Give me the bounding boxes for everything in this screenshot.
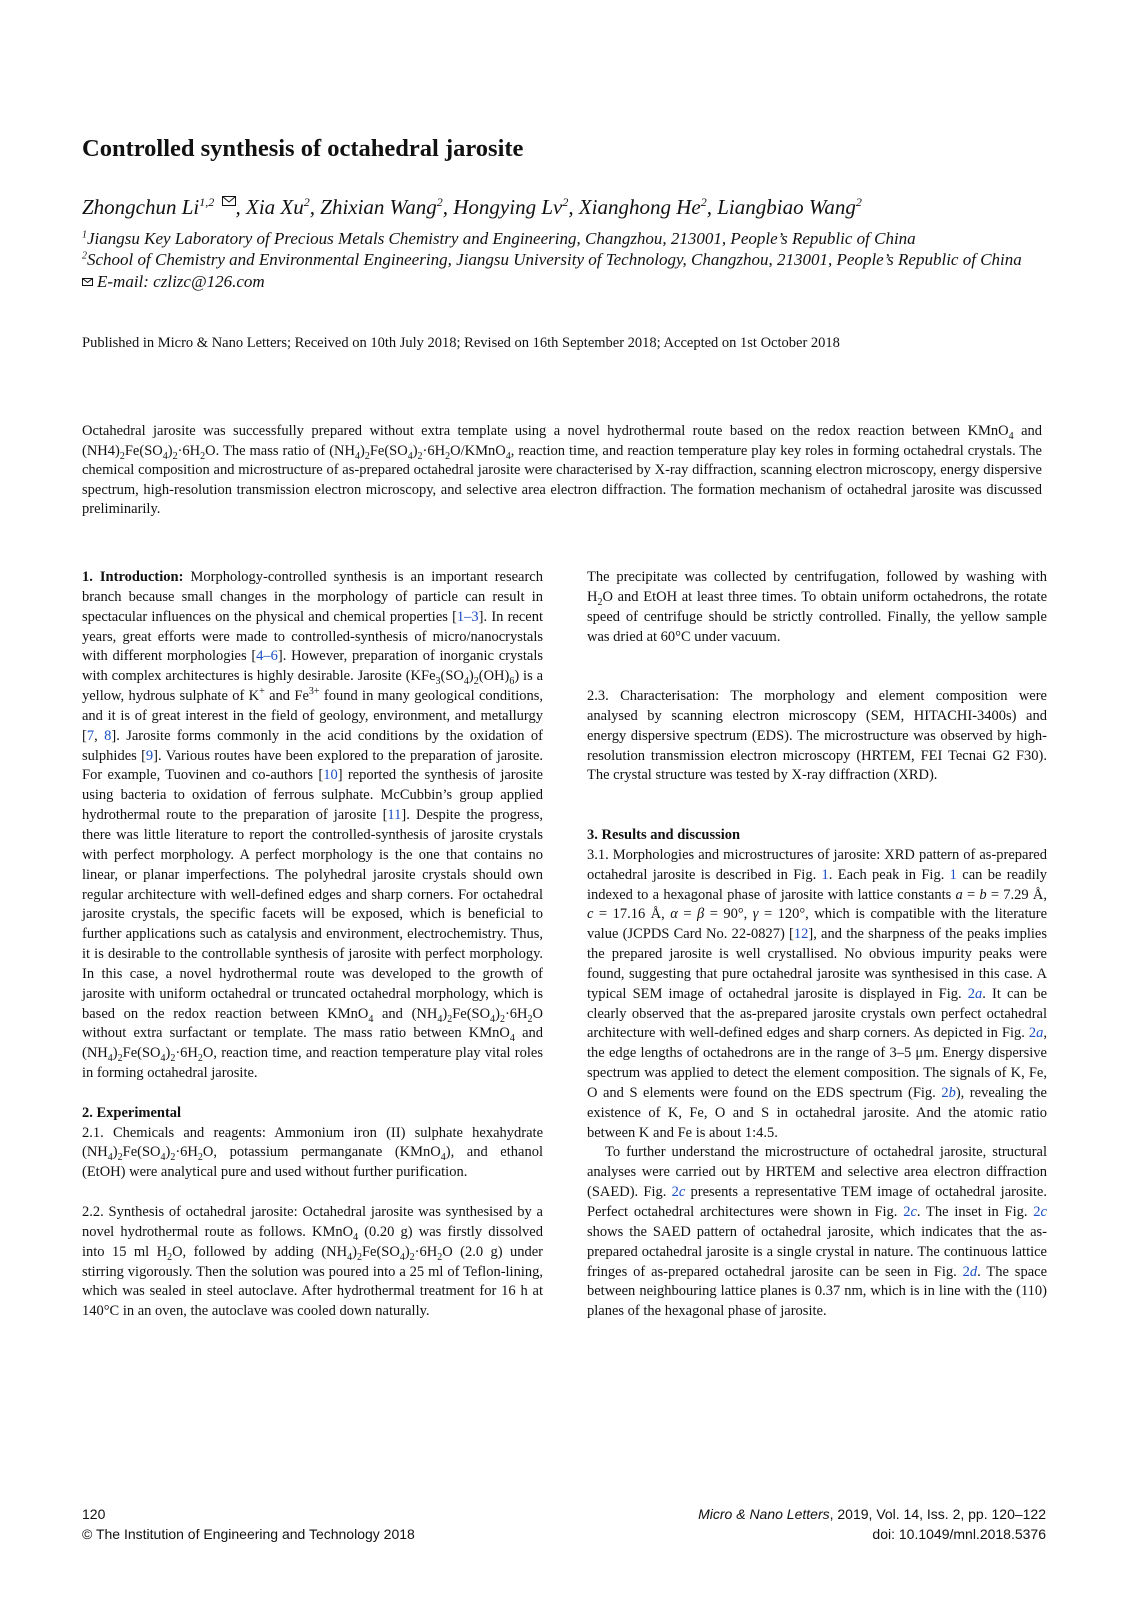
citation-link[interactable]: 1 bbox=[949, 866, 957, 883]
citation-link[interactable]: 8 bbox=[104, 727, 112, 744]
abstract: Octahedral jarosite was successfully prepared without extra template using a novel hydrothermal route based on the redox reaction between KMnO$_4$ and $(NH4)_2Fe(SO_4)_2\cdot 6H_2O$. The mass ratio of $(NH_4)_2Fe(SO_4)_2\cdot 6H_2O/KMnO_4$, reaction time, and reaction temperature play key roles in forming octahedral crystals. The chemical composition and microstructure of as-prepared octahedral jarosite were characterised by X-ray diffraction, scanning electron microscopy, energy dispersive spectrum, high-resolution transmission electron microscopy, and selective area electron diffraction. The formation mechanism of octahedral jarosite was discussed preliminarily. bbox=[82, 423, 1042, 517]
affiliation-2: $^2$School of Chemistry and Environmental Engineering, Jiangsu University of Technology, Changzhou, 213001, People’s Republic of China bbox=[82, 250, 1022, 269]
citation-link[interactable]: 4–6 bbox=[256, 648, 278, 665]
citation-link[interactable]: 2a bbox=[1028, 1025, 1044, 1042]
publication-history: Published in Micro & Nano Letters; Received on 10th July 2018; Revised on 16th September 2018; Accepted on 1st October 2018 bbox=[82, 335, 840, 351]
citation-link[interactable]: 2d bbox=[962, 1263, 978, 1280]
footer-left bbox=[82, 1504, 415, 1544]
section-heading: 1. Introduction: bbox=[82, 569, 184, 585]
section-heading: 2. Experimental bbox=[82, 1104, 182, 1121]
author-affil-sup: 2 bbox=[436, 195, 443, 209]
page-number: 120 bbox=[82, 1506, 106, 1522]
author-name: Xia Xu bbox=[246, 195, 304, 219]
citation-link[interactable]: 2c bbox=[671, 1184, 686, 1201]
introduction-section bbox=[82, 568, 543, 1084]
introduction-text: Morphology-controlled synthesis is an important research branch because small changes in the morphology of particle can result in spectacular influences on the physical and chemical properties [1–3]. In recent years, great efforts were made to controlled-synthesis of micro/nanocrystals with different morphologies [4–6]. However, preparation of inorganic crystals with complex architectures is highly desirable. Jarosite $(KFe_3(SO_4)_2(OH)_6)$ is a yellow, hydrous sulphate of K+ and $Fe^{3+}$ found in many geological conditions, and it is of great interest in the field of geology, environment, and metallurgy [7, 8]. Jarosite forms commonly in the acid conditions by the oxidation of sulphides [9]. Various routes have been explored to the preparation of jarosite. For example, Tuovinen and co-authors [10] reported the synthesis of jarosite using bacteria to oxidation of ferrous sulphate. McCubbin’s group applied hydrothermal route to the preparation of jarosite [11]. Despite the progress, there was little literature to report the controlled-synthesis of jarosite crystals with perfect morphology. A perfect morphology is the one that contains no linear, or planar imperfections. The polyhedral jarosite crystals should own regular architecture with well-defined edges and sharp corners. For octahedral jarosite crystals, the specific facets will be exposed, which is beneficial to further applications such as catalysis and environment, electrochemistry. Thus, it is desirable to the controllable synthesis of jarosite with perfect morphology. In this case, a novel hydrothermal route was developed to the growth of jarosite with uniform octahedral or truncated octahedral morphology, which is based on the redox reaction between KMnO$_4$ and $(NH_4)_2Fe(SO_4)_2\cdot 6H_2O$ without extra surfactant or template. The mass ratio between KMnO$_4$ and $(NH_4)_2Fe(SO_4)_2\cdot 6H_2O$, reaction time, and reaction temperature play vital roles in forming octahedral jarosite. bbox=[82, 569, 544, 1082]
citation-link[interactable]: 2c bbox=[903, 1204, 917, 1220]
paper-title: Controlled synthesis of octahedral jarosite bbox=[82, 135, 524, 162]
affiliations bbox=[82, 228, 1042, 292]
citation-link[interactable]: 2b bbox=[941, 1084, 956, 1101]
author-name: Zhongchun Li bbox=[82, 195, 200, 219]
characterisation-paragraph: 2.3. Characterisation: The morphology and element composition were analysed by scanning electron microscopy (SEM, HITACHI-3400s) and energy dispersive spectrum (EDS). The microstructure was observed by high-resolution transmission electron microscopy (HRTEM, FEI Tecnai G2 F30). The crystal structure was tested by X-ray diffraction (XRD). bbox=[587, 688, 1047, 784]
right-column bbox=[587, 568, 1047, 1322]
continuation-paragraph: The precipitate was collected by centrifugation, followed by washing with $H_2O$ and EtOH at least three times. To obtain uniform octahedrons, the rotate speed of centrifuge should be strictly controlled. Finally, the yellow sample was dried at 60°C under vacuum. bbox=[587, 569, 1047, 645]
author-affil-sup: 2 bbox=[562, 195, 569, 209]
citation-link[interactable]: 1–3 bbox=[456, 608, 479, 625]
email-line bbox=[82, 270, 1042, 292]
citation-link[interactable]: 2a bbox=[967, 985, 983, 1002]
tem-paragraph: To further understand the microstructure of octahedral jarosite, structural analyses were carried out by HRTEM and selective area electron diffraction (SAED). Fig. 2c presents a representative TEM image of octahedral jarosite. Perfect octahedral architectures were shown in Fig. 2c. The inset in Fig. 2c shows the SAED pattern of octahedral jarosite, which indicates that the as-prepared octahedral jarosite is a single crystal in nature. The continuous lattice fringes of as-prepared octahedral jarosite can be seen in Fig. 2d. The space between neighbouring lattice planes is 0.37 nm, which is in line with the (110) planes of the hexagonal phase of jarosite. bbox=[587, 1144, 1048, 1320]
author-affil-sup: 2 bbox=[855, 195, 862, 209]
citation-link[interactable]: 11 bbox=[387, 807, 402, 824]
left-column bbox=[82, 568, 543, 1322]
author-affil-sup: 2 bbox=[303, 195, 310, 209]
footer-right bbox=[698, 1504, 1046, 1544]
author-affil-sup: 2 bbox=[700, 195, 707, 209]
doi[interactable]: doi: 10.1049/mnl.2018.5376 bbox=[872, 1526, 1046, 1542]
author-name: Liangbiao Wang bbox=[717, 195, 856, 219]
journal-citation: Micro & Nano Letters, 2019, Vol. 14, Iss. 2, pp. 120–122 bbox=[698, 1506, 1046, 1522]
author-list: Zhongchun Li$^{1,2}$ , Xia Xu$^2$, Zhixian Wang$^2$, Hongying Lv$^2$, Xianghong He$^2$, Liangbiao Wang$^2$ bbox=[82, 187, 862, 220]
citation-link[interactable]: 9 bbox=[145, 747, 154, 764]
envelope-icon[interactable] bbox=[222, 187, 236, 212]
synthesis-paragraph: 2.2. Synthesis of octahedral jarosite: Octahedral jarosite was synthesised by a novel hydrothermal route as follows. KMnO$_4$ (0.20 g) was firstly dissolved into 15 ml $H_2O$, followed by adding $(NH_4)_2Fe(SO_4)_2\cdot 6H_2O$ (2.0 g) under stirring vigorously. Then the solution was poured into a 25 ml of Teflon-lining, which was sealed in steel autoclave. After hydrothermal treatment for 16 h at 140°C in an oven, the autoclave was cooled down naturally. bbox=[82, 1204, 543, 1320]
copyright: © The Institution of Engineering and Technology 2018 bbox=[82, 1526, 415, 1542]
citation-link[interactable]: 10 bbox=[323, 767, 338, 784]
author-affil-sup: 1,2 bbox=[199, 195, 215, 209]
citation-link[interactable]: 2c bbox=[1033, 1204, 1047, 1220]
citation-link[interactable]: 7 bbox=[86, 727, 95, 744]
citation-link[interactable]: 1 bbox=[821, 866, 829, 883]
email-address[interactable]: E-mail: czlizc@126.com bbox=[97, 272, 265, 291]
author-name: Xianghong He bbox=[578, 195, 701, 219]
chemicals-paragraph: 2.1. Chemicals and reagents: Ammonium iron (II) sulphate hexahydrate $(NH_4)_2Fe(SO_4)_2\cdot 6H_2O$, potassium permanganate (KMnO$_4$), and ethanol (EtOH) were analytical pure and used without further purification. bbox=[82, 1124, 543, 1181]
author-name: Zhixian Wang bbox=[320, 195, 437, 219]
citation-link[interactable]: 12 bbox=[793, 926, 809, 943]
results-paragraph: 3.1. Morphologies and microstructures of jarosite: XRD pattern of as-prepared octahedral jarosite is described in Fig. 1. Each peak in Fig. 1 can be readily indexed to a hexagonal phase of jarosite with lattice constants a = b = 7.29 Å, c = 17.16 Å, α = β = 90°, γ = 120°, which is compatible with the literature value (JCPDS Card No. 22-0827) [12], and the sharpness of the peaks implies the prepared jarosite is well crystallised. No obvious impurity peaks were found, suggesting that pure octahedral jarosite was synthesised in this case. A typical SEM image of octahedral jarosite is displayed in Fig. 2a. It can be clearly observed that the as-prepared jarosite crystals own perfect octahedral architecture with well-defined edges and sharp corners. As depicted in Fig. 2a, the edge lengths of octahedrons are in the range of 3–5 μm. Energy dispersive spectrum was applied to detect the element composition. The signals of K, Fe, O and S elements were found on the EDS spectrum (Fig. 2b), revealing the existence of K, Fe, O and S in octahedral jarosite. And the atomic ratio between K and Fe is about 1:4.5. bbox=[587, 846, 1048, 1141]
author-name: Hongying Lv bbox=[453, 195, 563, 219]
section-heading: 3. Results and discussion bbox=[587, 826, 741, 843]
affiliation-1: $^1$Jiangsu Key Laboratory of Precious Metals Chemistry and Engineering, Changzhou, 213001, People’s Republic of China bbox=[82, 229, 916, 248]
envelope-icon bbox=[82, 270, 93, 291]
